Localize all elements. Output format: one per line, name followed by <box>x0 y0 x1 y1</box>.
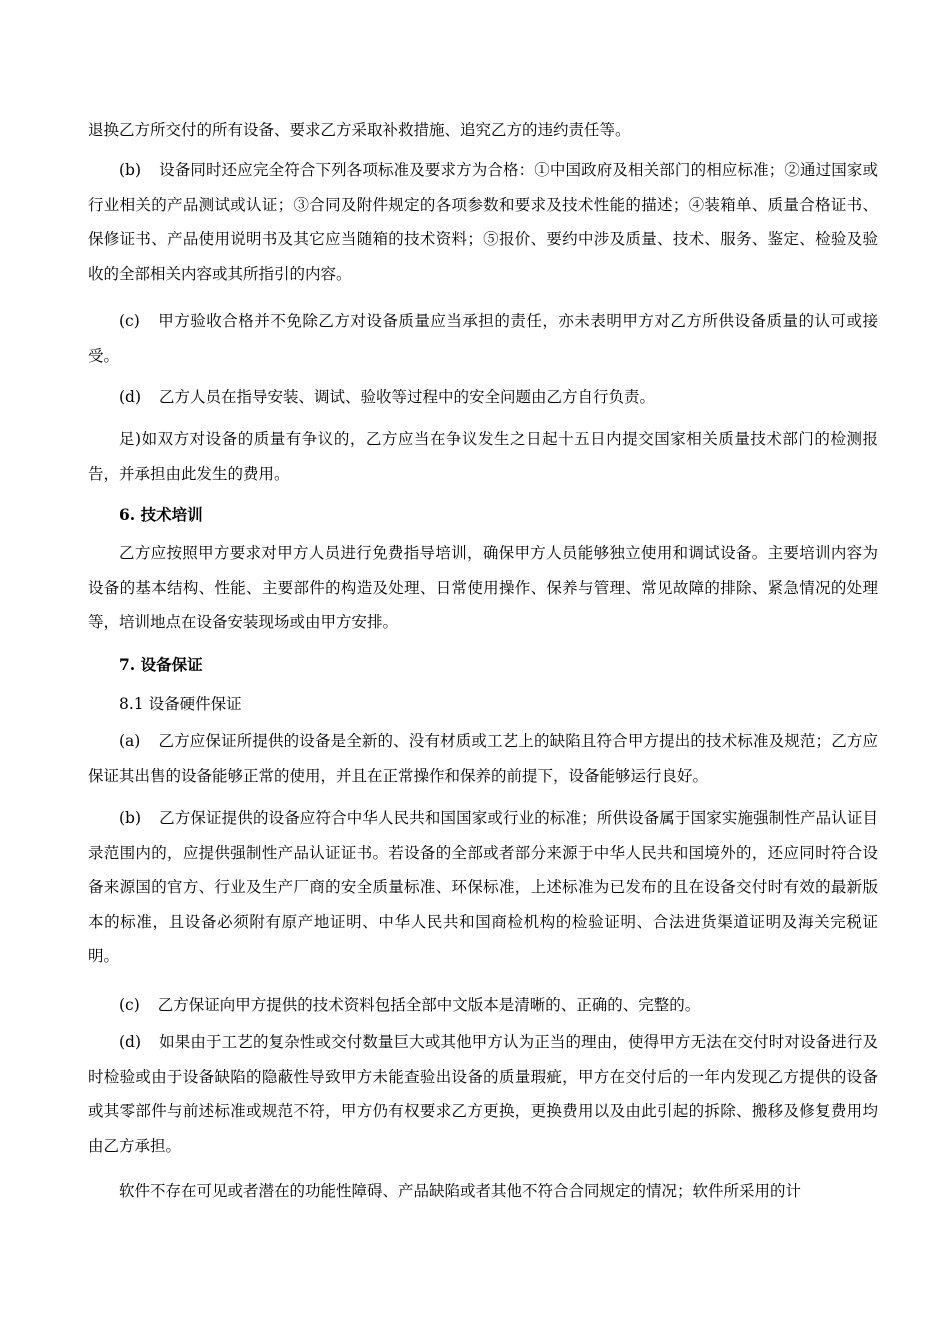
item-label: (a) <box>119 732 141 750</box>
item-label: (b) <box>119 161 142 179</box>
training-paragraph <box>88 536 878 640</box>
software-paragraph <box>88 1174 878 1209</box>
paragraph-b <box>88 153 878 291</box>
paragraph-text: 乙方保证向甲方提供的技术资料包括全部中文版本是清晰的、正确的、完整的。 <box>157 996 701 1014</box>
warranty-item-c <box>88 988 878 1023</box>
paragraph-text: 乙方应保证所提供的设备是全新的、没有材质或工艺上的缺陷且符合甲方提出的技术标准及规范；乙方应保证其出售的设备能够正常的使用，并且在正常操作和保养的前提下，设备能够运行良好。 <box>88 732 878 785</box>
paragraph-text: 退换乙方所交付的所有设备、要求乙方采取补救措施、追究乙方的违约责任等。 <box>88 121 631 139</box>
paragraph-text: 甲方验收合格并不免除乙方对设备质量应当承担的责任，亦未表明甲方对乙方所供设备质量的认可或接受。 <box>88 312 878 365</box>
paragraph-d <box>88 380 878 415</box>
section-heading-training: 6. 技术培训 <box>119 505 203 524</box>
item-label: (d) <box>119 1033 142 1051</box>
item-label: (b) <box>119 809 142 827</box>
paragraph-text: 乙方人员在指导安装、调试、验收等过程中的安全问题由乙方自行负责。 <box>159 388 656 406</box>
paragraph-text: 乙方应按照甲方要求对甲方人员进行免费指导培训，确保甲方人员能够独立使用和调试设备。主要培训内容为设备的基本结构、性能、主要部件的构造及处理、日常使用操作、保养与管理、常见故障的排除、紧急情况的处理等，培训地点在设备安装现场或由甲方安排。 <box>88 544 878 631</box>
paragraph-dispute <box>88 422 878 491</box>
paragraph-c <box>88 304 878 373</box>
subsection-heading-hardware: 8.1 设备硬件保证 <box>119 695 242 713</box>
item-label: (d) <box>119 388 142 406</box>
section-heading-warranty: 7. 设备保证 <box>119 655 203 674</box>
item-label: (c) <box>119 312 140 330</box>
paragraph-text: 设备同时还应完全符合下列各项标准及要求方为合格：①中国政府及相关部门的相应标准；②通过国家或行业相关的产品测试或认证；③合同及附件规定的各项参数和要求及技术性能的描述；④装箱单、质量合格证书、保修证书、产品使用说明书及其它应当随箱的技术资料；⑤报价、要约中涉及质量、技术、服务、鉴定、检验及验收的全部相关内容或其所指引的内容。 <box>88 161 878 283</box>
paragraph-text: 如果由于工艺的复杂性或交付数量巨大或其他甲方认为正当的理由，使得甲方无法在交付时对设备进行及时检验或由于设备缺陷的隐蔽性导致甲方未能查验出设备的质量瑕疵，甲方在交付后的一年内发现乙方提供的设备或其零部件与前述标准或规范不符，甲方仍有权要求乙方更换，更换费用以及由此引起的拆除、搬移及修复费用均由乙方承担。 <box>88 1033 878 1155</box>
warranty-item-d <box>88 1025 878 1163</box>
paragraph-text: 软件不存在可见或者潜在的功能性障碍、产品缺陷或者其他不符合合同规定的情况；软件所采用的计 <box>119 1182 802 1200</box>
warranty-item-b <box>88 801 878 974</box>
paragraph-text: 足)如双方对设备的质量有争议的，乙方应当在争议发生之日起十五日内提交国家相关质量技术部门的检测报告，并承担由此发生的费用。 <box>88 430 878 483</box>
paragraph-continuation <box>88 113 878 148</box>
paragraph-text: 乙方保证提供的设备应符合中华人民共和国国家或行业的标准；所供设备属于国家实施强制性产品认证目录范围内的，应提供强制性产品认证证书。若设备的全部或者部分来源于中华人民共和国境外的，还应同时符合设备来源国的官方、行业及生产厂商的安全质量标准、环保标准，上述标准为已发布的且在设备交付时有效的最新版本的标准，且设备必须附有原产地证明、中华人民共和国商检机构的检验证明、合法进货渠道证明及海关完税证明。 <box>88 809 878 965</box>
warranty-item-a <box>88 724 878 793</box>
item-label: (c) <box>119 996 140 1014</box>
